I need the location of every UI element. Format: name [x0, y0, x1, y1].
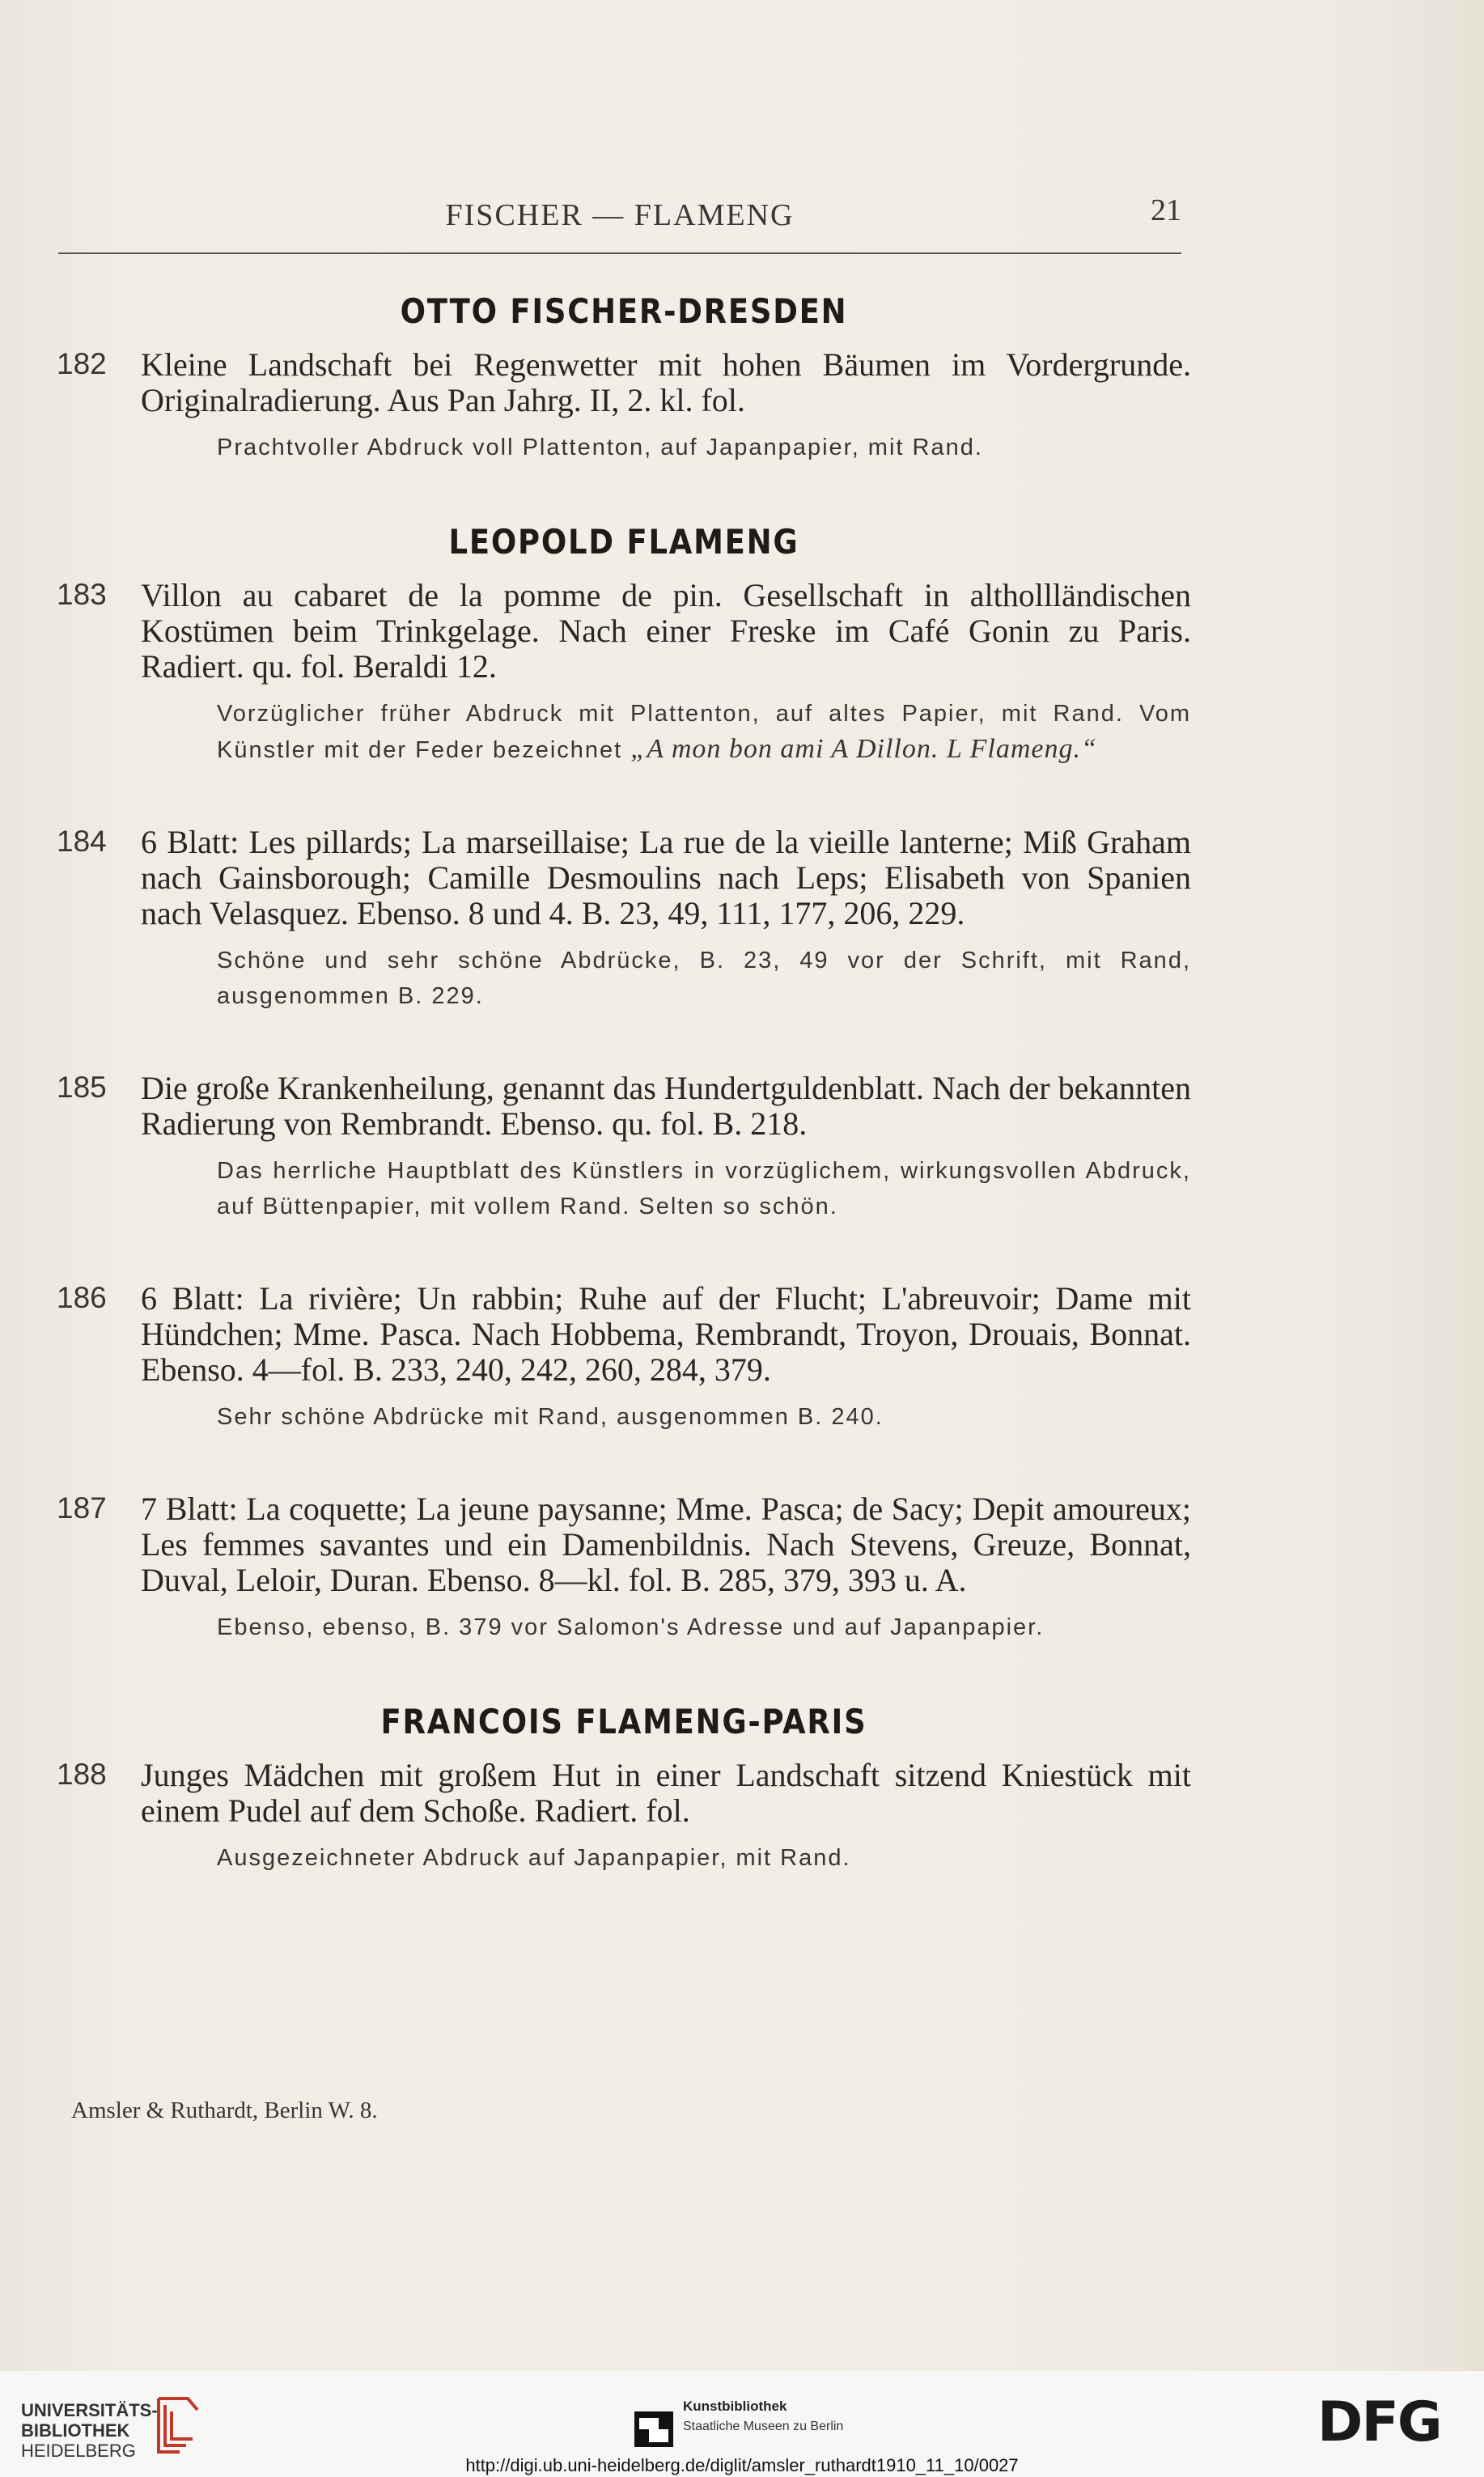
entry-number: 186 — [57, 1281, 107, 1314]
entry-number: 182 — [57, 347, 107, 380]
entry-description: 7 Blatt: La coquette; La jeune paysanne; Mme. Pasca; de Sacy; Depit amoureux; Les femmes savantes und ein Damenbildnis. Nach Stevens, Greuze, Bonnat, Duval, Leloir, Duran. Ebenso. 8—kl. fol. B. 285, 379, 393 u. A. — [141, 1491, 1191, 1598]
dfg-logo[interactable]: DFG — [1317, 2390, 1441, 2454]
printer-imprint: Amsler & Ruthardt, Berlin W. 8. — [71, 2097, 378, 2123]
entry-note: Sehr schöne Abdrücke mit Rand, ausgenommen B. 240. — [217, 1404, 884, 1430]
section-otto-fischer — [57, 291, 1191, 465]
catalogue-content — [57, 291, 1191, 1932]
logo-line: BIBLIOTHEK — [21, 2420, 130, 2441]
entry-note-inscription: „A mon bon ami A Dillon. L Flameng.“ — [630, 734, 1097, 764]
kunstbibliothek-subtitle: Staatliche Museen zu Berlin — [683, 2420, 844, 2433]
artist-heading: FRANCOIS FLAMENG-PARIS — [380, 1702, 867, 1741]
catalogue-entry — [57, 1491, 1191, 1645]
page-number: 21 — [1151, 193, 1181, 227]
header-rule — [58, 252, 1181, 254]
catalogue-entry — [57, 825, 1191, 1014]
section-francois-flameng — [57, 1702, 1191, 1876]
catalogue-entry — [57, 347, 1191, 465]
entry-number: 183 — [57, 578, 107, 611]
catalogue-entry — [57, 578, 1191, 768]
catalogue-entry — [57, 1758, 1191, 1876]
entry-note: Schöne und sehr schöne Abdrücke, B. 23, 49 vor der Schrift, mit Rand, ausgenommen B. 229. — [217, 948, 1191, 1009]
artist-heading: LEOPOLD FLAMENG — [448, 522, 799, 562]
kunstbibliothek-title: Kunstbibliothek — [683, 2399, 787, 2414]
catalogue-entry — [57, 1281, 1191, 1435]
entry-number: 185 — [57, 1071, 107, 1104]
entry-note — [217, 696, 1191, 768]
entry-description: Villon au cabaret de la pomme de pin. Gesellschaft in althollländischen Kostümen beim Trinkgelage. Nach einer Freske im Café Gonin zu Paris. Radiert. qu. fol. Beraldi 12. — [141, 577, 1191, 685]
heidelberg-mark-icon — [147, 2394, 204, 2457]
catalogue-entry — [57, 1071, 1191, 1224]
section-leopold-flameng — [57, 522, 1191, 1645]
logo-line: HEIDELBERG — [21, 2441, 136, 2461]
page-header — [58, 193, 1181, 257]
entry-description: Junges Mädchen mit großem Hut in einer Landschaft sitzend Kniestück mit einem Pudel auf dem Schoße. Radiert. fol. — [141, 1757, 1191, 1829]
entry-description: 6 Blatt: La rivière; Un rabbin; Ruhe auf der Flucht; L'abreuvoir; Dame mit Hündchen; Mme. Pasca. Nach Hobbema, Rembrandt, Troyon, Drouais, Bonnat. Ebenso. 4—fol. B. 233, 240, 242, 260, 284, 379. — [141, 1280, 1191, 1388]
heidelberg-library-logo[interactable] — [21, 2400, 158, 2461]
permalink-url[interactable]: http://digi.ub.uni-heidelberg.de/diglit/amsler_ruthardt1910_11_10/0027 — [465, 2455, 1019, 2475]
entry-number: 188 — [57, 1758, 107, 1791]
entry-note: Ausgezeichneter Abdruck auf Japanpapier, mit Rand. — [217, 1845, 851, 1871]
logo-line: UNIVERSITÄTS- — [21, 2400, 158, 2420]
entry-number: 184 — [57, 825, 107, 858]
entry-note: Prachtvoller Abdruck voll Plattenton, auf Japanpapier, mit Rand. — [217, 435, 983, 460]
entry-note: Das herrliche Hauptblatt des Künstlers in vorzüglichem, wirkungsvollen Abdruck, auf Büttenpapier, mit vollem Rand. Selten so schön. — [217, 1158, 1191, 1219]
entry-description: Kleine Landschaft bei Regenwetter mit hohen Bäumen im Vordergrunde. Originalradierung. Aus Pan Jahrg. II, 2. kl. fol. — [141, 346, 1191, 418]
kunstbibliothek-logo[interactable] — [634, 2397, 893, 2445]
entry-description: 6 Blatt: Les pillards; La marseillaise; La rue de la vieille lanterne; Miß Graham nach Gainsborough; Camille Desmoulins nach Leps; Elisabeth von Spanien nach Velasquez. Ebenso. 8 und 4. B. 23, 49, 111, 177, 206, 229. — [141, 824, 1191, 931]
kunstbibliothek-icon — [634, 2411, 673, 2447]
entry-description: Die große Krankenheilung, genannt das Hundertguldenblatt. Nach der bekannten Radierung von Rembrandt. Ebenso. qu. fol. B. 218. — [141, 1070, 1191, 1142]
running-head: FISCHER — FLAMENG — [445, 198, 795, 232]
entry-number: 187 — [57, 1491, 107, 1525]
digitization-footer — [0, 2371, 1484, 2477]
entry-note-text: Vorzüglicher früher Abdruck mit Plattenton, auf altes Papier, mit Rand. Vom Künstler mit der Feder bezeichnet — [217, 701, 1191, 763]
entry-note: Ebenso, ebenso, B. 379 vor Salomon's Adresse und auf Japanpapier. — [217, 1614, 1045, 1640]
artist-heading: OTTO FISCHER-DRESDEN — [400, 291, 848, 331]
